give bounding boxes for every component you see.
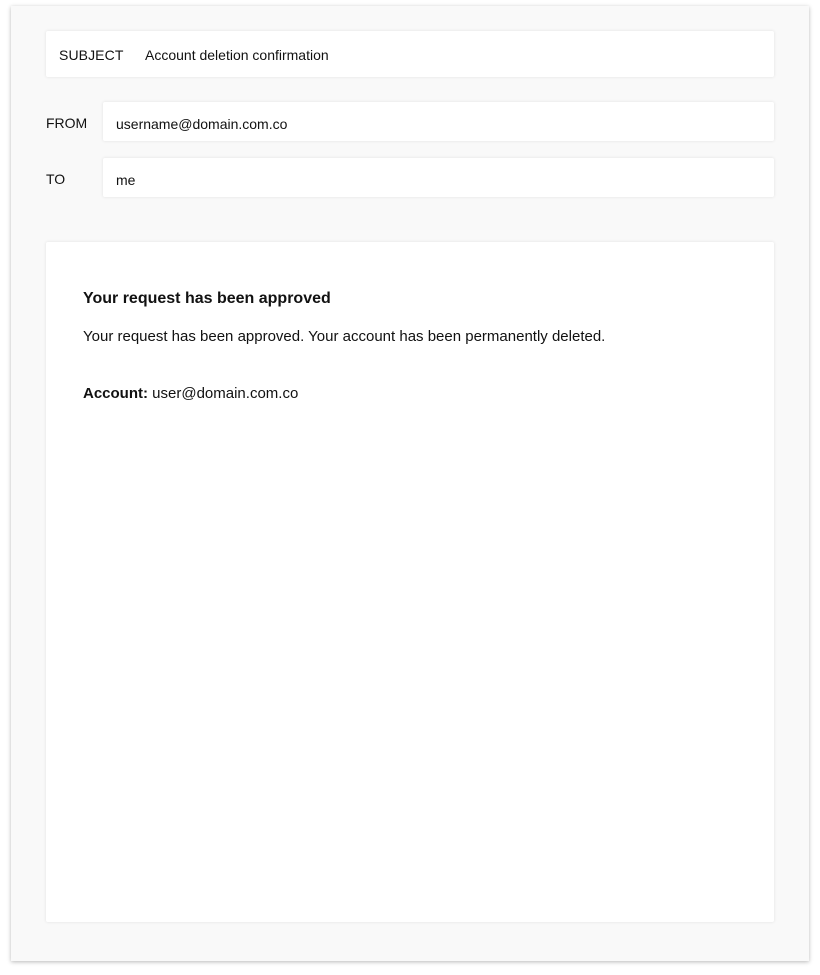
to-label: TO <box>46 171 66 187</box>
from-value: username@domain.com.co <box>116 116 288 132</box>
account-label: Account: <box>83 385 148 402</box>
to-value: me <box>116 172 136 188</box>
email-view <box>11 6 809 961</box>
message-text: Your request has been approved. Your account has been permanently deleted. <box>83 328 606 345</box>
from-field <box>103 102 774 141</box>
account-line <box>83 385 298 402</box>
message-heading: Your request has been approved <box>83 290 331 307</box>
account-value: user@domain.com.co <box>152 385 299 402</box>
message-body <box>46 242 774 922</box>
to-field <box>103 158 774 197</box>
subject-bar <box>46 31 774 77</box>
from-label: FROM <box>46 115 88 131</box>
subject-label: SUBJECT <box>59 47 124 63</box>
subject-text: Account deletion confirmation <box>145 47 329 63</box>
